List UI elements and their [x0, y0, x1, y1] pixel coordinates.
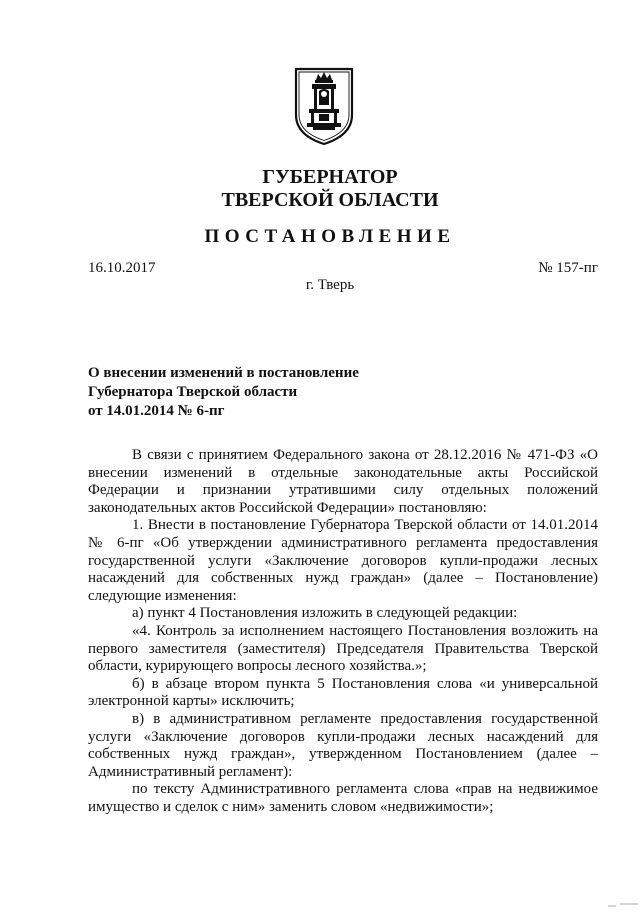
body-paragraph: б) в абзаце втором пункта 5 Постановления слова «и универсальной электронной карты» исключить;	[88, 675, 598, 710]
body-paragraph: 1. Внести в постановление Губернатора Тверской области от 14.01.2014 № 6-пг «Об утверждении административного регламента предоставления государственной услуги «Заключение договоров купли-продажи лесных насаждений для собственных нужд граждан» (далее – Постановление) следующие изменения:	[88, 517, 598, 604]
document-number: № 157-пг	[538, 260, 598, 276]
page-corner-mark	[606, 895, 640, 905]
body-paragraph: В связи с принятием Федерального закона от 28.12.2016 № 471-ФЗ «О внесении изменений в отдельные законодательные акты Российской Федерации и признании утратившими силу отдельных положений законодательных актов Российской Федерации» постановляю:	[88, 447, 598, 516]
document-city: г. Тверь	[305, 277, 355, 293]
body-paragraph: по тексту Административного регламента слова «прав на недвижимое имущество и сделок с ним» заменить словом «недвижимости»;	[88, 781, 598, 815]
document-type-title: ПОСТАНОВЛЕНИЕ	[204, 226, 456, 247]
org-name-line2: ТВЕРСКОЙ ОБЛАСТИ	[221, 189, 439, 211]
subject-line: О внесении изменений в постановление	[88, 365, 359, 381]
document-subject	[88, 364, 468, 421]
body-paragraph: а) пункт 4 Постановления изложить в следующей редакции:	[132, 605, 518, 622]
document-body	[88, 447, 598, 816]
subject-line: от 14.01.2014 № 6-пг	[88, 403, 225, 419]
body-paragraph: «4. Контроль за исполнением настоящего Постановления возложить на первого заместителя (заместителя) Председателя Правительства Тверской области, курирующего вопросы лесного хозяйства.»;	[88, 622, 598, 675]
document-date: 16.10.2017	[88, 260, 156, 276]
coat-of-arms-icon	[293, 65, 355, 147]
body-paragraph: в) в административном регламенте предоставления государственной услуги «Заключение договоров купли-продажи лесных насаждений для собственных нужд граждан», утвержденном Постановлением (далее – Административный регламент):	[88, 710, 598, 780]
subject-line: Губернатора Тверской области	[88, 384, 298, 400]
org-name-line1: ГУБЕРНАТОР	[262, 166, 398, 188]
